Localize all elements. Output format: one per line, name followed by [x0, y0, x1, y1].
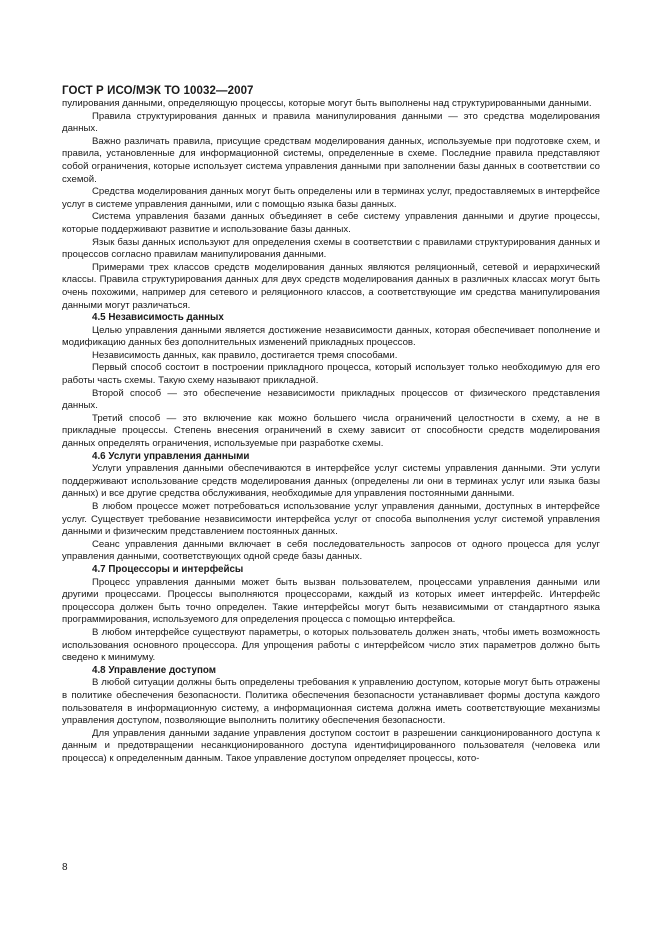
page-number: 8 [62, 862, 68, 873]
section-heading-4-7: 4.7 Процессоры и интерфейсы [92, 563, 244, 575]
paragraph: В любом процессе может потребоваться использование услуг управления данными, доступных в интерфейсе услуг. Существует требование независимости интерфейса услуг от способа выполнения услуг системой управления данными и физическим представлением постоянных данных. [62, 501, 600, 538]
section-heading-4-5: 4.5 Независимость данных [92, 312, 224, 324]
paragraph: Правила структурирования данных и правила манипулирования данными — это средства моделирования данных. [62, 110, 600, 135]
paragraph: Первый способ состоит в построении прикладного процесса, который использует только необходимую для его работы часть схемы. Такую схему называют прикладной. [62, 362, 600, 387]
paragraph: Важно различать правила, присущие средствам моделирования данных, используемые при подготовке схем, и правила, установленные для информационной системы, определенные в схеме. Последние правила представляют собой ограничения, которые использует система управления данными при заполнении базы данных в соответствии со схемой. [62, 135, 600, 185]
paragraph: Независимость данных, как правило, достигается тремя способами. [92, 349, 398, 361]
section-heading-4-8: 4.8 Управление доступом [92, 664, 216, 676]
paragraph: Для управления данными задание управления доступом состоит в разрешении санкционированного доступа к данным и предотвращении несанкционированного доступа идентифицированного пользователя (человека или процесса) к определенным данным. Такое управление доступом определяет процессы, кото- [62, 727, 600, 764]
section-heading-4-6: 4.6 Услуги управления данными [92, 450, 250, 462]
paragraph: Целью управления данными является достижение независимости данных, которая обеспечивает пополнение и модификацию данных без дополнительных изменений прикладных процессов. [62, 324, 600, 349]
paragraph: Примерами трех классов средств моделирования данных являются реляционный, сетевой и иерархический классы. Правила структурирования данных для двух средств моделирования данных в различных классах могут быть очень похожими, например для сетевого и реляционного классов, а соответствующие им средства манипулирования данными могут различаться. [62, 261, 600, 311]
paragraph: Процесс управления данными может быть вызван пользователем, процессами управления данными или другими процессами. Процессы выполняются процессорами, каждый из которых имеет интерфейс. Интерфейс процессора должен быть точно определен. Такие интерфейсы могут быть независимыми от стандартного языка программирования, используемого для определения процесса с помощью интерфейса. [62, 576, 600, 626]
paragraph: Язык базы данных используют для определения схемы в соответствии с правилами структурирования данных и процессов согласно правилам манипулирования данными. [62, 236, 600, 261]
paragraph: пулирования данными, определяющую процессы, которые могут быть выполнены над структурированными данными. [62, 98, 592, 109]
paragraph: В любом интерфейсе существуют параметры, о которых пользователь должен знать, чтобы иметь возможность использования основного процессора. Для упрощения работы с интерфейсом число этих параметров должно быть сведено к минимуму. [62, 626, 600, 664]
paragraph: Средства моделирования данных могут быть определены или в терминах услуг, предоставляемых в интерфейсе услуг в системе управления данными, или с помощью языка базы данных. [62, 186, 600, 210]
paragraph: В любой ситуации должны быть определены требования к управлению доступом, которые могут быть отражены в политике обеспечения безопасности. Политика обеспечения безопасности устанавливает формы доступа каждого пользователя в информационную систему, а информационная система должна иметь соответствующие механизмы управления доступом, позволяющие выполнить политику обеспечения безопасности. [62, 677, 600, 727]
paragraph: Услуги управления данными обеспечиваются в интерфейсе услуг системы управления данными. Эти услуги поддерживают использование средств моделирования данных (определены ли они в терминах услуг или языка базы данных) и все другие средства обслуживания, необходимые для управления постоянными данными. [62, 463, 600, 500]
paragraph: Система управления базами данных объединяет в себе систему управления данными и другие процессы, которые поддерживают развитие и использование базы данных. [62, 211, 600, 235]
document-header: ГОСТ Р ИСО/МЭК ТО 10032—2007 [62, 85, 254, 97]
paragraph: Третий способ — это включение как можно большего числа ограничений целостности в схему, а не в прикладные процессы. Степень внесения ограничений в схему зависит от способности средств моделирования данных определять ограничения, используемые при разработке схемы. [62, 412, 600, 450]
paragraph: Сеанс управления данными включает в себя последовательность запросов от одного процесса для услуг управления данными, соответствующих одной среде базы данных. [62, 538, 600, 563]
paragraph: Второй способ — это обеспечение независимости прикладных процессов от физического представления данных. [62, 387, 600, 412]
document-body [62, 98, 600, 765]
